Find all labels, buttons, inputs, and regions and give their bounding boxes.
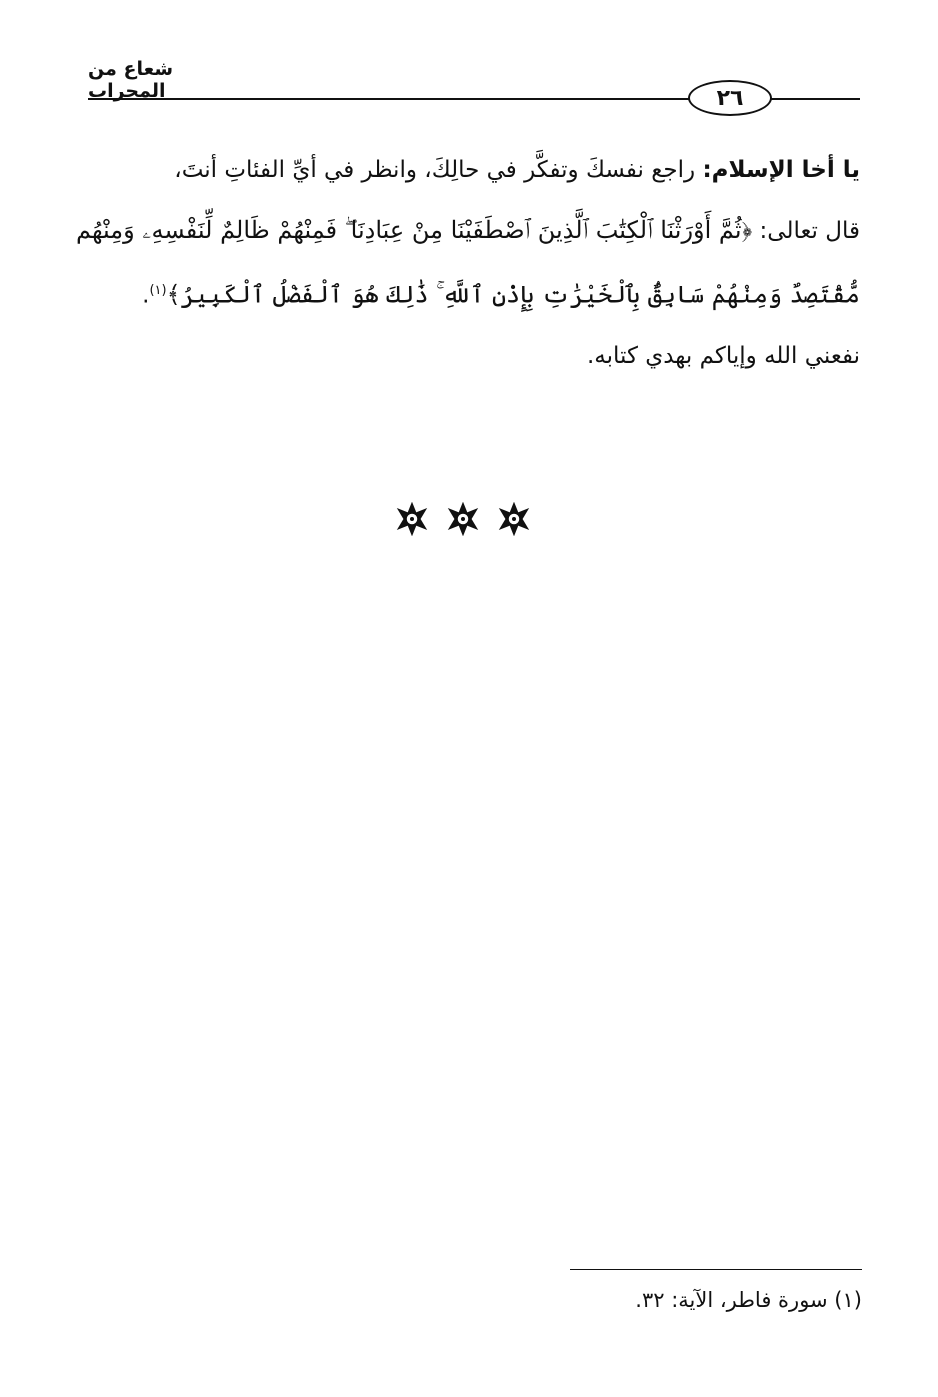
eight-petal-star-icon xyxy=(497,502,531,536)
verse-intro: قال تعالى: xyxy=(752,218,860,244)
page-number xyxy=(688,80,772,116)
paragraph-line-1 xyxy=(88,140,860,200)
paragraph-line-2 xyxy=(76,200,860,261)
footnote-reference: (١) xyxy=(149,283,167,298)
address-heading: يا أخا الإسلام: xyxy=(702,157,860,183)
section-divider xyxy=(395,502,531,538)
footnote: (١) سورة فاطر، الآية: ٣٢. xyxy=(635,1288,862,1312)
line3-end: . xyxy=(142,282,150,309)
footnote-rule xyxy=(570,1269,862,1270)
body-text xyxy=(76,140,860,386)
paragraph-line-4 xyxy=(88,326,860,386)
eight-petal-star-icon xyxy=(395,502,429,536)
eight-petal-star-icon xyxy=(446,502,480,536)
paragraph-line-3 xyxy=(88,261,860,326)
quran-verse-part-2: مُّقْتَصِدٌ وَمِنْهُمْ سَابِقٌۢ بِٱلْخَيْرَٰتِ بِإِذْنِ ٱللَّهِ ۚ ذَٰلِكَ هُوَ ٱلْفَضْلُ ٱلْكَبِيرُ﴾ xyxy=(166,280,860,309)
quran-verse-part-1: ﴿ثُمَّ أَوْرَثْنَا ٱلْكِتَٰبَ ٱلَّذِينَ ٱصْطَفَيْنَا مِنْ عِبَادِنَا ۖ فَمِنْهُمْ ظَالِمٌ لِّنَفْسِهِۦ وَمِنْهُم xyxy=(76,216,753,244)
running-header-title: شعاع من المحراب xyxy=(88,58,173,102)
closing-prayer: نفعني الله وإياكم بهدي كتابه. xyxy=(586,342,860,369)
line1-text: راجع نفسكَ وتفكَّر في حالِكَ، وانظر في أيِّ الفئاتِ أنتَ، xyxy=(174,157,703,183)
page-number-label: ٢٦ xyxy=(716,85,744,111)
